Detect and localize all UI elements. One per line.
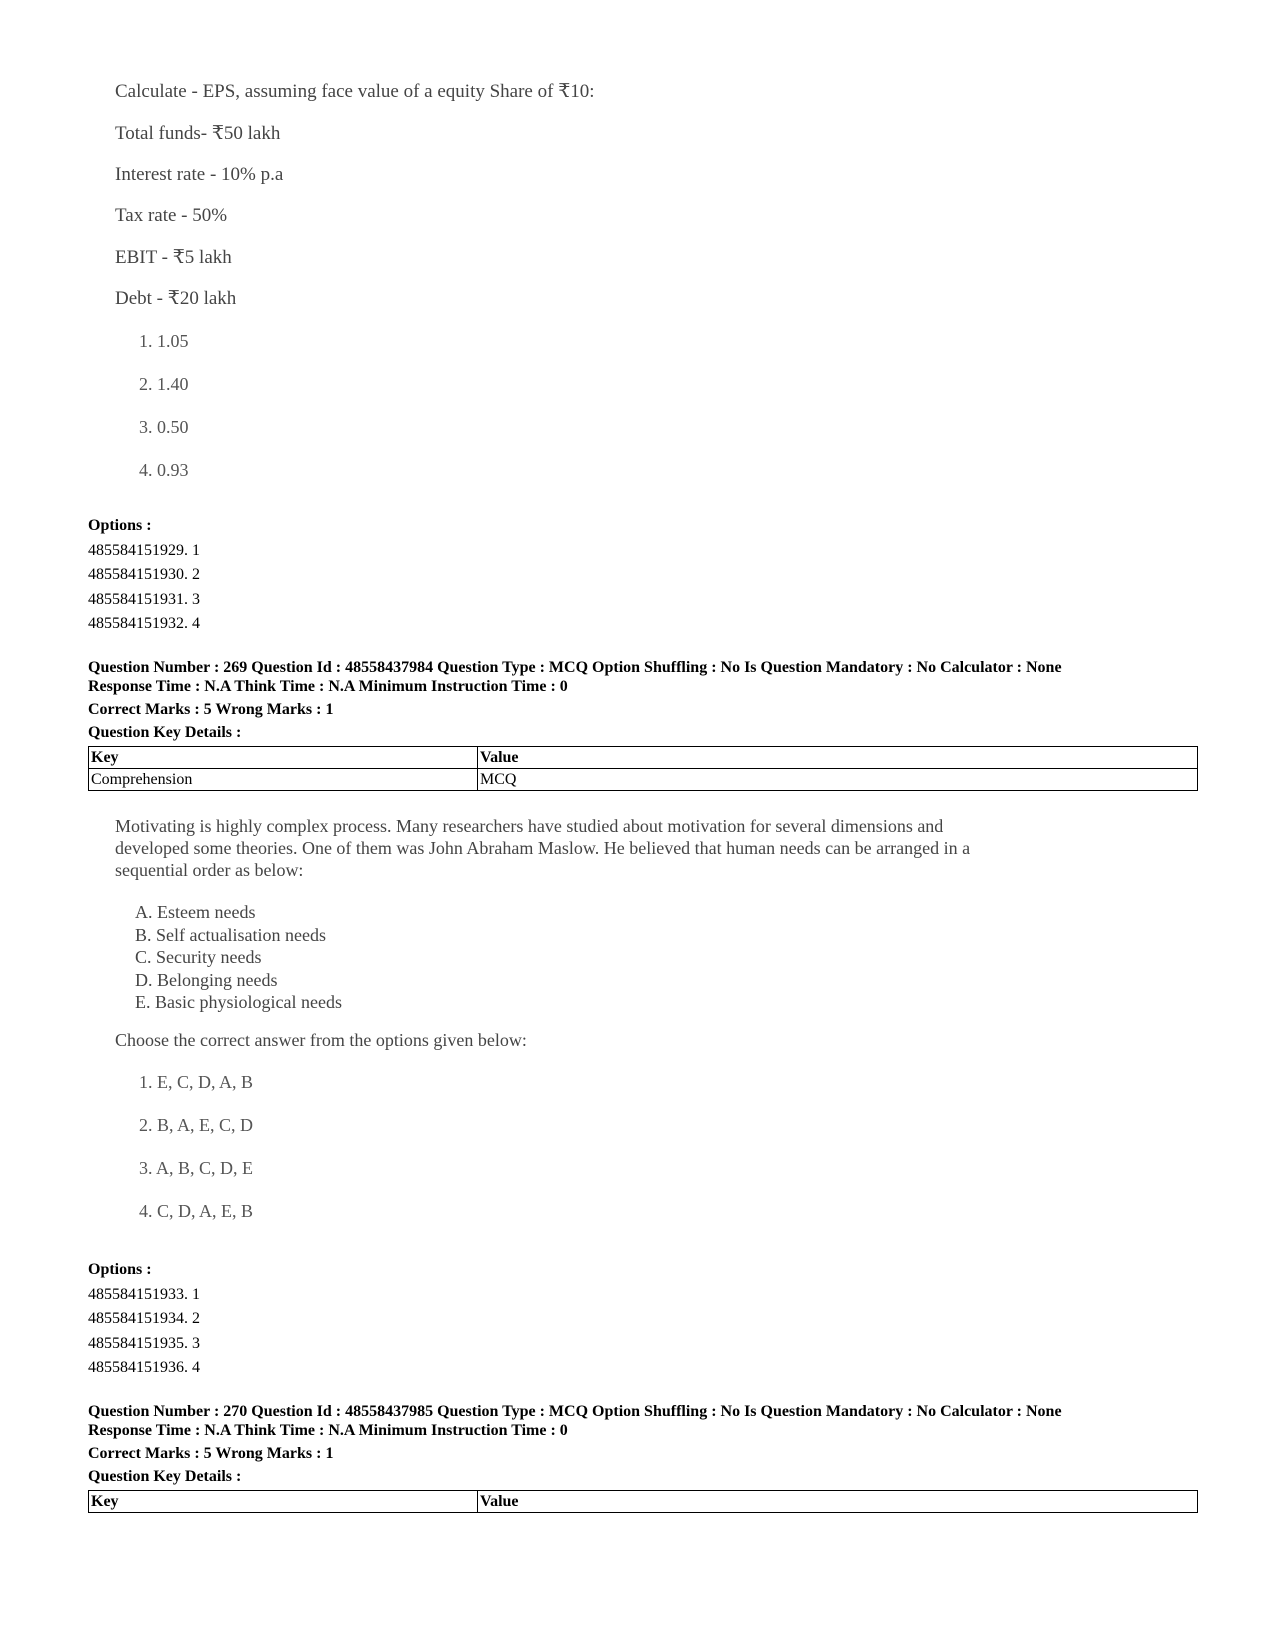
question-meta-line: Question Number : 269 Question Id : 48558437984 Question Type : MCQ Option Shuffling : No Is Question Mandatory : No Calculator : None [88, 659, 1062, 676]
option-id: 485584151930. 2 [88, 566, 200, 583]
table-header-key: Key [89, 1491, 478, 1513]
choice-2: 2. 1.40 [139, 374, 189, 394]
question-text-line: Total funds- ₹50 lakh [115, 123, 281, 144]
choice-4: 4. C, D, A, E, B [139, 1201, 254, 1221]
option-id: 485584151934. 2 [88, 1310, 200, 1327]
list-item: C. Security needs [135, 947, 262, 967]
question-paragraph: Motivating is highly complex process. Many researchers have studied about motivation for several dimensions and developed some theories. One of them was John Abraham Maslow. He believed that human needs can be arranged in a sequential order as below: [115, 816, 971, 880]
option-id: 485584151936. 4 [88, 1359, 200, 1376]
choice-4: 4. 0.93 [139, 460, 189, 480]
question-text-line: Calculate - EPS, assuming face value of a equity Share of ₹10: [115, 81, 595, 102]
needs-list [135, 901, 342, 1014]
table-header-row [89, 1491, 1198, 1513]
option-id: 485584151933. 1 [88, 1285, 200, 1303]
table-header-value: Value [478, 747, 1198, 769]
list-item: E. Basic physiological needs [135, 992, 342, 1012]
question-269-meta [88, 658, 1198, 696]
list-item: A. Esteem needs [135, 902, 256, 922]
question-meta-line: Response Time : N.A Think Time : N.A Minimum Instruction Time : 0 [88, 1422, 568, 1439]
choice-3: 3. A, B, C, D, E [139, 1158, 254, 1178]
options-title: Options : [88, 517, 152, 534]
option-id: 485584151935. 3 [88, 1334, 200, 1352]
question-270-meta [88, 1402, 1198, 1440]
marks-line: Correct Marks : 5 Wrong Marks : 1 [88, 701, 334, 718]
question-meta-line: Response Time : N.A Think Time : N.A Minimum Instruction Time : 0 [88, 678, 568, 695]
choice-1: 1. E, C, D, A, B [139, 1072, 254, 1092]
key-details-title: Question Key Details : [88, 724, 242, 741]
question-text-line: Interest rate - 10% p.a [115, 164, 284, 185]
option-id: 485584151931. 3 [88, 590, 200, 608]
question-text-line: Tax rate - 50% [115, 205, 228, 226]
options-list-268 [88, 514, 200, 637]
choice-3: 3. 0.50 [139, 417, 189, 437]
options-list-269 [88, 1258, 200, 1381]
option-id: 485584151932. 4 [88, 615, 200, 632]
table-cell: Comprehension [89, 769, 478, 791]
key-details-title: Question Key Details : [88, 1468, 242, 1485]
table-cell: MCQ [478, 769, 1198, 791]
question-text-line: EBIT - ₹5 lakh [115, 247, 232, 268]
table-row [89, 769, 1198, 791]
question-meta-line: Question Number : 270 Question Id : 48558437985 Question Type : MCQ Option Shuffling : No Is Question Mandatory : No Calculator : None [88, 1403, 1062, 1420]
table-header-row [89, 747, 1198, 769]
list-item: B. Self actualisation needs [135, 924, 326, 945]
choice-1: 1. 1.05 [139, 331, 189, 351]
choice-2: 2. B, A, E, C, D [139, 1115, 254, 1135]
marks-line: Correct Marks : 5 Wrong Marks : 1 [88, 1445, 334, 1462]
list-item: D. Belonging needs [135, 969, 278, 990]
key-details-table [88, 1490, 1198, 1513]
table-header-key: Key [89, 747, 478, 769]
question-text-line: Debt - ₹20 lakh [115, 288, 237, 309]
option-id: 485584151929. 1 [88, 541, 200, 559]
key-details-table [88, 746, 1198, 791]
table-header-value: Value [478, 1491, 1198, 1513]
options-title: Options : [88, 1261, 152, 1278]
question-instruction: Choose the correct answer from the options given below: [115, 1030, 527, 1050]
